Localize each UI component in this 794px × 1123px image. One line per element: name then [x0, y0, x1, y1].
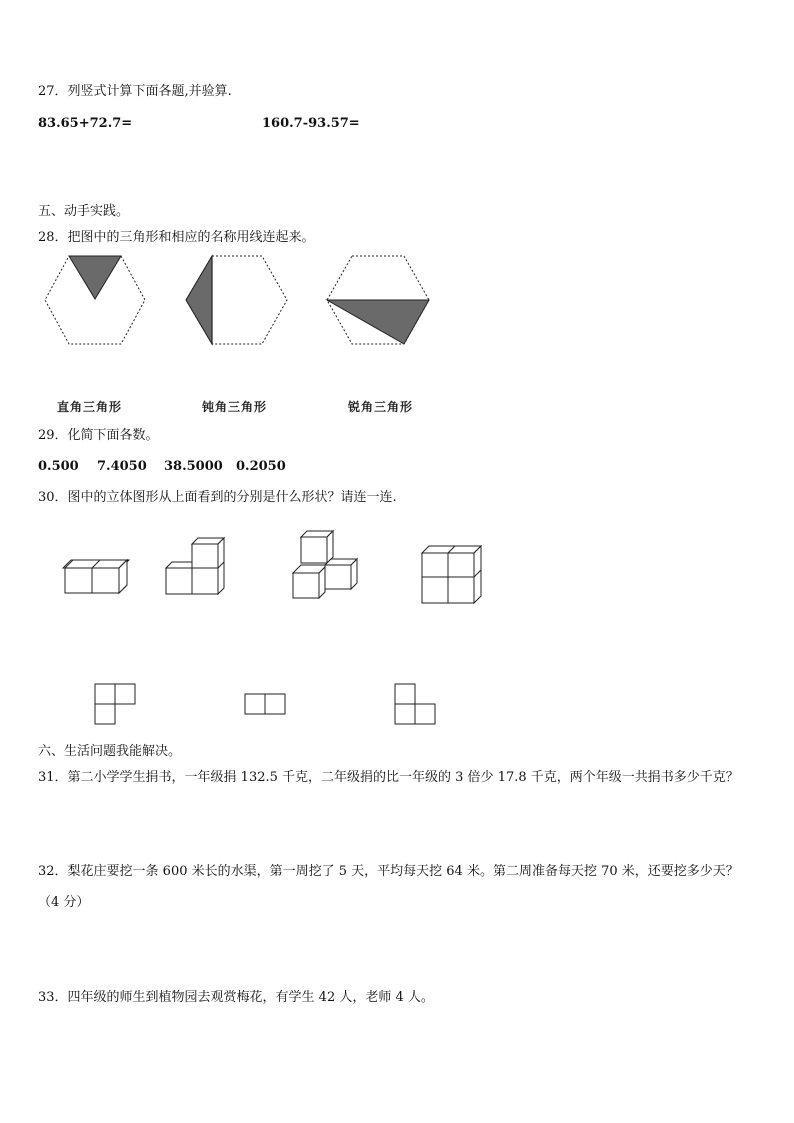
top-view-1: [94, 683, 136, 725]
q27-title: 27．列竖式计算下面各题,并验算.: [38, 84, 232, 99]
section-6-title: 六、生活问题我能解决。: [38, 744, 182, 759]
solid-figure-2: [165, 537, 227, 597]
section-5-title: 五、动手实践。: [38, 204, 130, 219]
top-view-3: [394, 683, 436, 725]
q28-title: 28．把图中的三角形和相应的名称用线连起来。: [38, 230, 315, 245]
q29-number-3: 38.5000: [164, 459, 223, 474]
q29-number-4: 0.2050: [236, 459, 286, 474]
hexagon-acute-triangle-figure: [326, 255, 430, 345]
q33-text: 33．四年级的师生到植物园去观赏梅花，有学生 42 人，老师 4 人。: [38, 990, 434, 1005]
q29-title: 29．化简下面各数。: [38, 428, 159, 443]
hexagon-right-triangle-figure: [44, 255, 146, 345]
right-triangle-shaded: [69, 256, 121, 299]
q31-text: 31．第二小学学生捐书，一年级捐 132.5 千克，二年级捐的比一年级的 3 倍少 17.8 千克，两个年级一共捐书多少千克？: [38, 770, 739, 785]
obtuse-triangle-shaded: [186, 256, 212, 344]
q27-expression-2: 160.7-93.57=: [262, 116, 360, 131]
label-acute-triangle: 锐角三角形: [348, 400, 414, 414]
label-obtuse-triangle: 钝角三角形: [202, 400, 268, 414]
solid-figure-1: [64, 548, 126, 594]
q29-number-2: 7.4050: [97, 459, 147, 474]
top-view-2: [244, 693, 286, 715]
hexagon-obtuse-triangle-figure: [184, 255, 288, 345]
acute-triangle-shaded: [327, 300, 429, 344]
solid-figure-3: [292, 530, 362, 600]
q27-expression-1: 83.65+72.7=: [38, 116, 133, 131]
q30-title: 30．图中的立体图形从上面看到的分别是什么形状？请连一连.: [38, 490, 397, 505]
solid-figure-4: [421, 543, 483, 605]
q32-points: （4 分）: [38, 895, 90, 910]
q32-text: 32．梨花庄要挖一条 600 米长的水渠，第一周挖了 5 天，平均每天挖 64 米。第二周准备每天挖 70 米，还要挖多少天？: [38, 864, 739, 879]
label-right-triangle: 直角三角形: [57, 400, 123, 414]
q29-number-1: 0.500: [38, 459, 79, 474]
